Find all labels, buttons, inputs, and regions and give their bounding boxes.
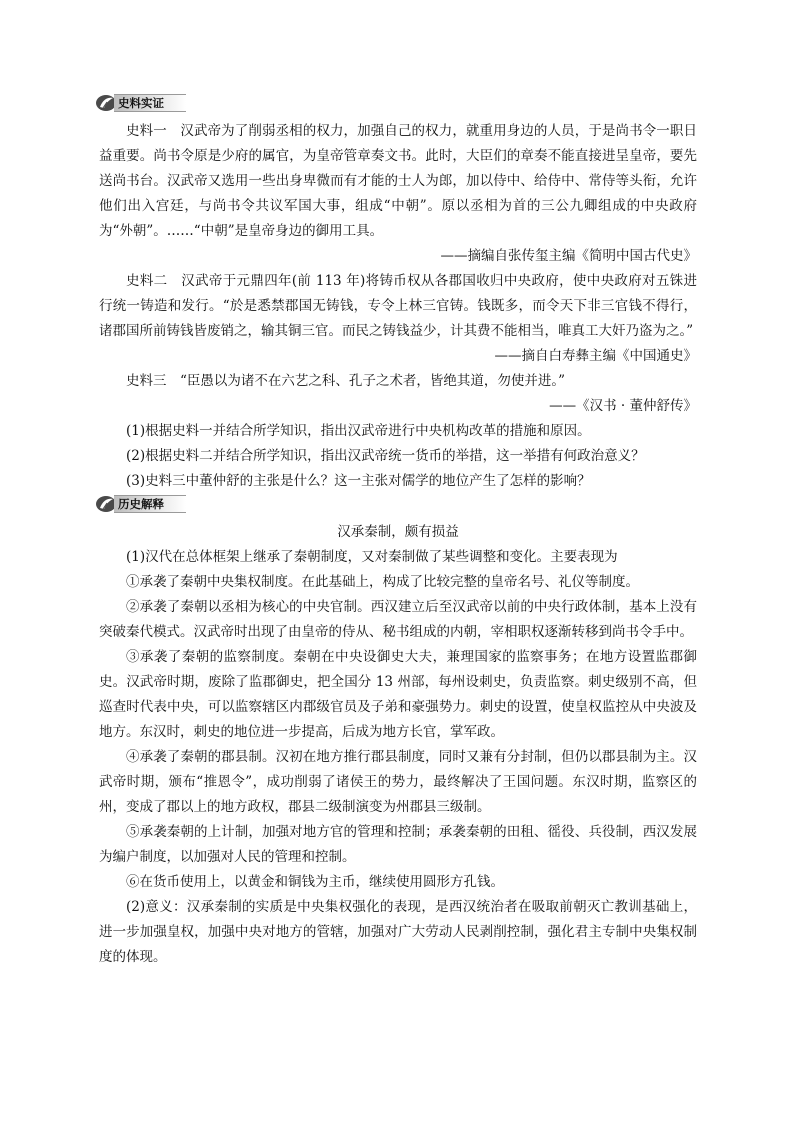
- section-label: 史料实证: [114, 94, 186, 112]
- essay-significance: (2)意义：汉承秦制的实质是中央集权强化的表现，是西汉统治者在吸取前朝灭亡教训基础上，进一步加强皇权，加强中央对地方的管辖，加强对广大劳动人民剥削控制，强化君主专制中央集权制度的体现。: [99, 899, 697, 965]
- material-3-text: 史料三 “臣愚以为诸不在六艺之科、孔子之术者，皆绝其道，勿使并进。”: [126, 373, 566, 389]
- material-2-text: 史料二 汉武帝于元鼎四年(前 113 年)将铸币权从各郡国收归中央政府，使中央政府对五铢进行统一铸造和发行。“於是悉禁郡国无铸钱，专令上林三官铸。钱既多，而令天下非三官钱不得行，诸郡国所前铸钱皆废销之，输其铜三官。而民之铸钱益少，计其费不能相当，唯真工大奸乃盗为之。”: [99, 273, 697, 339]
- section-header-source-evidence: [95, 93, 697, 113]
- essay-title: 汉承秦制，颇有损益: [337, 524, 459, 540]
- essay-intro: (1)汉代在总体框架上继承了秦朝制度，又对秦制做了某些调整和变化。主要表现为: [126, 549, 618, 565]
- material-1-text: 史料一 汉武帝为了削弱丞相的权力，加强自己的权力，就重用身边的人员，于是尚书令一职日益重要。尚书令原是少府的属官，为皇帝管章奏文书。此时，大臣们的章奏不能直接进呈皇帝，要先送尚书台。汉武帝又选用一些出身卑微而有才能的士人为郎，加以侍中、给侍中、常侍等头衔，允许他们出入宫廷，与尚书令共议军国大事，组成“中朝”。原以丞相为首的三公九卿组成的中央政府为“外朝”。……“中朝”是皇帝身边的御用工具。: [99, 123, 697, 239]
- question-1: (1)根据史料一并结合所学知识，指出汉武帝进行中央机构改革的措施和原因。: [126, 423, 591, 439]
- section-label: 历史解释: [114, 495, 186, 513]
- question-2: (2)根据史料二并结合所学知识，指出汉武帝统一货币的举措，这一举措有何政治意义？: [126, 448, 645, 464]
- question-3: (3)史料三中董仲舒的主张是什么？这一主张对儒学的地位产生了怎样的影响？: [126, 473, 591, 489]
- essay-point-4: ④承袭了秦朝的郡县制。汉初在地方推行郡县制度，同时又兼有分封制，但仍以郡县制为主。汉武帝时期，颁布“推恩令”，成功削弱了诸侯王的势力，最终解决了王国问题。东汉时期，监察区的州，变成了郡以上的地方政权，郡县二级制演变为州郡县三级制。: [99, 749, 697, 815]
- material-3-source: ——《汉书 · 董仲舒传》: [549, 398, 697, 414]
- essay-point-6: ⑥在货币使用上，以黄金和铜钱为主币，继续使用圆形方孔钱。: [126, 874, 504, 890]
- material-2-source: ——摘自白寿彝主编《中国通史》: [494, 348, 697, 364]
- essay-point-2: ②承袭了秦朝以丞相为核心的中央官制。西汉建立后至汉武帝以前的中央行政体制，基本上没有突破秦代模式。汉武帝时出现了由皇帝的侍从、秘书组成的内朝，宰相职权逐渐转移到尚书令手中。: [99, 599, 697, 640]
- essay-point-3: ③承袭了秦朝的监察制度。秦朝在中央设御史大夫，兼理国家的监察事务；在地方设置监郡御史。汉武帝时期，废除了监郡御史，把全国分 13 州部，每州设刺史，负责监察。刺史级别不高，但巡查时代表中央，可以监察辖区内郡级官员及子弟和豪强势力。刺史的设置，使皇权监控从中央波及地方。东汉时，刺史的地位进一步提高，后成为地方长官，掌军政。: [99, 649, 697, 740]
- section-header-historical-interpretation: [95, 494, 697, 514]
- content: [99, 93, 697, 970]
- essay-point-1: ①承袭了秦朝中央集权制度。在此基础上，构成了比较完整的皇帝名号、礼仪等制度。: [126, 574, 639, 590]
- material-1-source: ——摘编自张传玺主编《简明中国古代史》: [440, 248, 697, 264]
- essay-point-5: ⑤承袭秦朝的上计制，加强对地方官的管理和控制；承袭秦朝的田租、徭役、兵役制，西汉发展为编户制度，以加强对人民的管理和控制。: [99, 824, 697, 865]
